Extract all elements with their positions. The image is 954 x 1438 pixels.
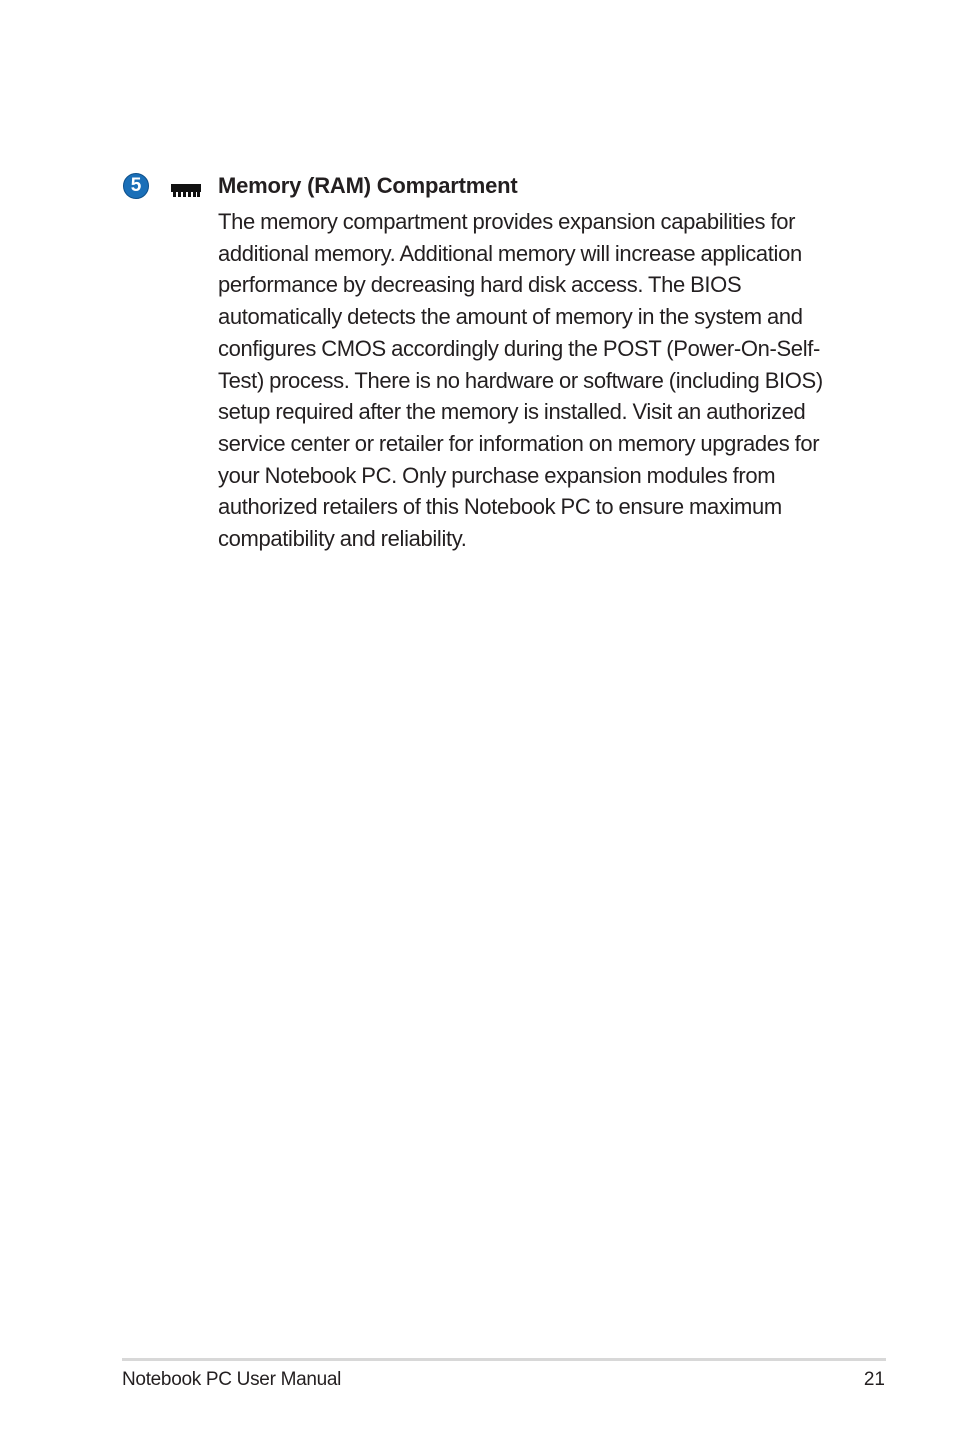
section-body: The memory compartment provides expansion capabilities for additional memory. Additional memory will increase application performance by decreasing hard disk access. The BIOS automatically detects the amount of memory in the system and configures CMOS accordingly during the POST (Power-On-Self-Test) process. There is no hardware or software (including BIOS) setup required after the memory is installed. Visit an authorized service center or retailer for information on memory upgrades for your Notebook PC. Only purchase expansion modules from authorized retailers of this Notebook PC to ensure maximum compatibility and reliability. (218, 209, 823, 552)
memory-section (218, 170, 848, 555)
footer-divider (122, 1358, 886, 1361)
section-title: Memory (RAM) Compartment (218, 173, 518, 198)
memory-module-icon (170, 181, 202, 199)
footer-page-number: 21 (863, 1369, 885, 1390)
section-number-badge: 5 (123, 173, 149, 199)
footer-manual-title: Notebook PC User Manual (122, 1369, 342, 1390)
